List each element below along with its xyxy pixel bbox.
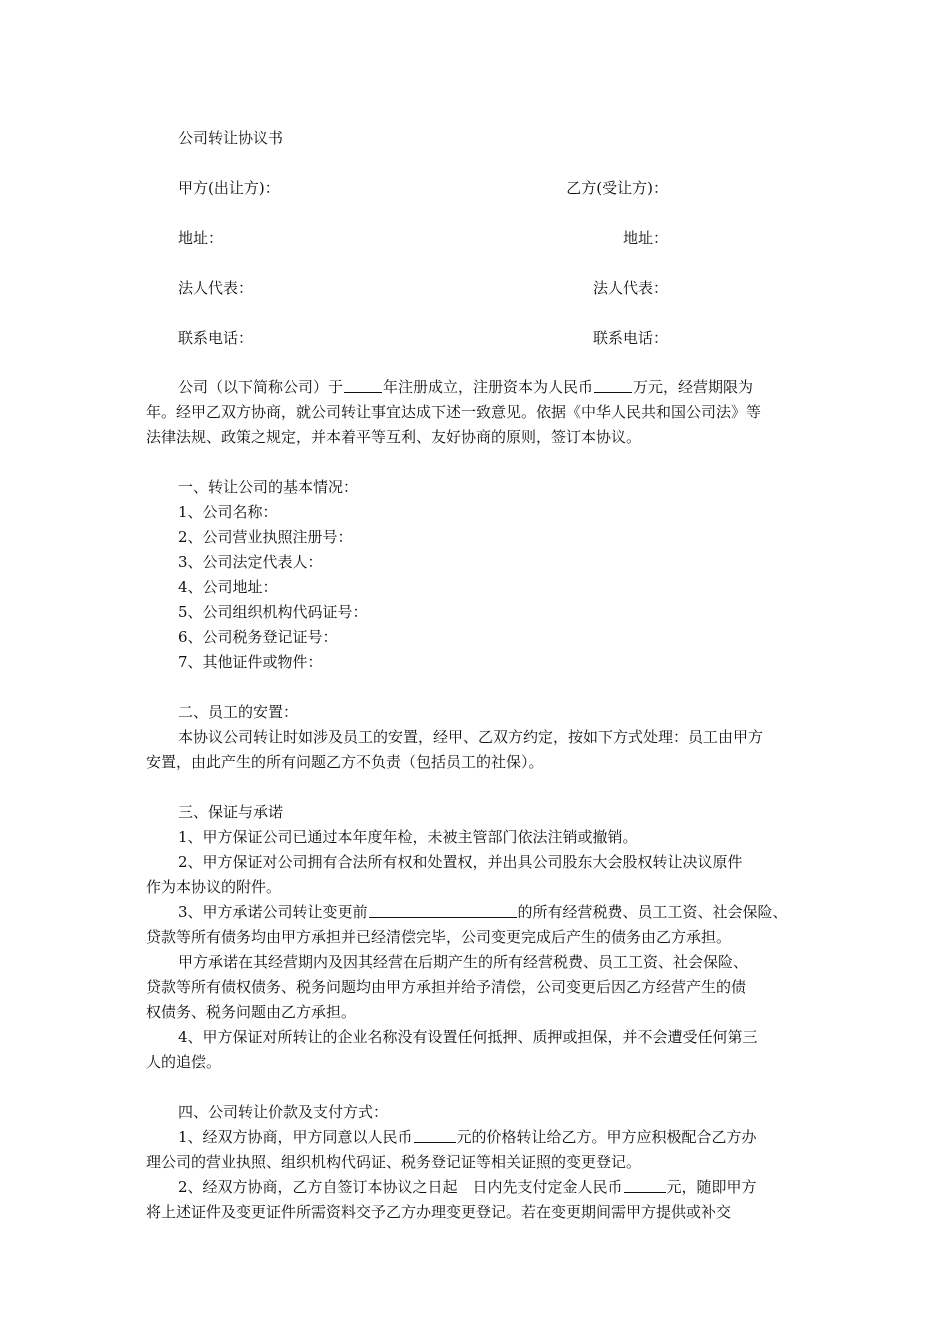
section-3-text: 的所有经营税费、员工工资、社会保险、 — [517, 903, 788, 921]
section-3-line: 2、甲方保证对公司拥有合法所有权和处置权，并出具公司股东大会股权转让决议原件 — [178, 853, 743, 871]
section-3-heading: 三、保证与承诺 — [178, 803, 284, 821]
section-3-text: 3、甲方承诺公司转让变更前 — [178, 903, 368, 921]
section-4-line: 将上述证件及变更证件所需资料交予乙方办理变更登记。若在变更期间需甲方提供或补交 — [146, 1203, 732, 1221]
intro-text: 公司（以下简称公司）于 — [178, 378, 344, 396]
section-4-text: 元的价格转让给乙方。甲方应积极配合乙方办 — [456, 1128, 757, 1146]
phone-a-label: 联系电话： — [178, 329, 254, 347]
phone-row — [178, 326, 668, 350]
section-2-line: 本协议公司转让时如涉及员工的安置，经甲、乙双方约定，按如下方式处理：员工由甲方 — [178, 728, 764, 746]
legal-rep-b-label: 法人代表： — [592, 279, 668, 297]
party-a-label: 甲方(出让方)： — [178, 179, 280, 197]
legal-rep-row — [178, 276, 668, 300]
section-3-line: 1、甲方保证公司已通过本年度年检，未被主管部门依法注销或撤销。 — [178, 828, 638, 846]
section-4-line: 理公司的营业执照、组织机构代码证、税务登记证等相关证照的变更登记。 — [146, 1153, 642, 1171]
blank-capital — [594, 376, 632, 393]
section-1-item: 2、公司营业执照注册号： — [178, 528, 353, 546]
section-1-item: 6、公司税务登记证号： — [178, 628, 338, 646]
section-2-heading: 二、员工的安置： — [178, 703, 299, 721]
party-b-label: 乙方(受让方)： — [566, 179, 668, 197]
intro-line-1 — [178, 375, 806, 399]
phone-b-label: 联系电话： — [592, 329, 668, 347]
party-row — [178, 176, 668, 200]
section-3-line: 贷款等所有债务均由甲方承担并已经清偿完毕，公司变更完成后产生的债务由乙方承担。 — [146, 928, 732, 946]
blank-deposit — [624, 1176, 666, 1193]
section-1-item: 4、公司地址： — [178, 578, 278, 596]
section-3-line: 人的追偿。 — [146, 1053, 222, 1071]
address-a-label: 地址： — [178, 229, 224, 247]
section-1-heading: 一、转让公司的基本情况： — [178, 478, 359, 496]
intro-line-2: 年。经甲乙双方协商，就公司转让事宜达成下述一致意见。依据《中华人民共和国公司法》等 — [146, 403, 762, 421]
section-1-item: 5、公司组织机构代码证号： — [178, 603, 368, 621]
section-3-line: 4、甲方保证对所转让的企业名称没有设置任何抵押、质押或担保，并不会遭受任何第三 — [178, 1028, 758, 1046]
section-1-item: 3、公司法定代表人： — [178, 553, 323, 571]
address-b-label: 地址： — [622, 229, 668, 247]
legal-rep-a-label: 法人代表： — [178, 279, 254, 297]
section-4-line — [178, 1125, 806, 1149]
document-title: 公司转让协议书 — [178, 129, 284, 147]
address-row — [178, 226, 668, 250]
section-3-line — [178, 900, 806, 924]
blank-price — [414, 1126, 456, 1143]
section-4-text: 1、经双方协商，甲方同意以人民币 — [178, 1128, 413, 1146]
section-4-heading: 四、公司转让价款及支付方式： — [178, 1103, 389, 1121]
section-3-line: 甲方承诺在其经营期内及因其经营在后期产生的所有经营税费、员工工资、社会保险、 — [178, 953, 749, 971]
section-2-line: 安置，由此产生的所有问题乙方不负责（包括员工的社保）。 — [146, 753, 544, 771]
section-4-text: 元，随即甲方 — [666, 1178, 757, 1196]
intro-text: 年注册成立，注册资本为人民币 — [383, 378, 594, 396]
section-4-line — [178, 1175, 806, 1199]
section-3-line: 权债务、税务问题由乙方承担。 — [146, 1003, 357, 1021]
intro-text: 万元，经营期限为 — [633, 378, 754, 396]
intro-line-3: 法律法规、政策之规定，并本着平等互利、友好协商的原则，签订本协议。 — [146, 428, 642, 446]
blank-year — [344, 376, 382, 393]
section-1-item: 7、其他证件或物件： — [178, 653, 323, 671]
blank-change-date — [369, 901, 517, 918]
section-3-line: 贷款等所有债权债务、税务问题均由甲方承担并给予清偿，公司变更后因乙方经营产生的债 — [146, 978, 747, 996]
section-1-item: 1、公司名称： — [178, 503, 278, 521]
section-3-line: 作为本协议的附件。 — [146, 878, 282, 896]
section-4-text: 2、经双方协商，乙方自签订本协议之日起 日内先支付定金人民币 — [178, 1178, 623, 1196]
